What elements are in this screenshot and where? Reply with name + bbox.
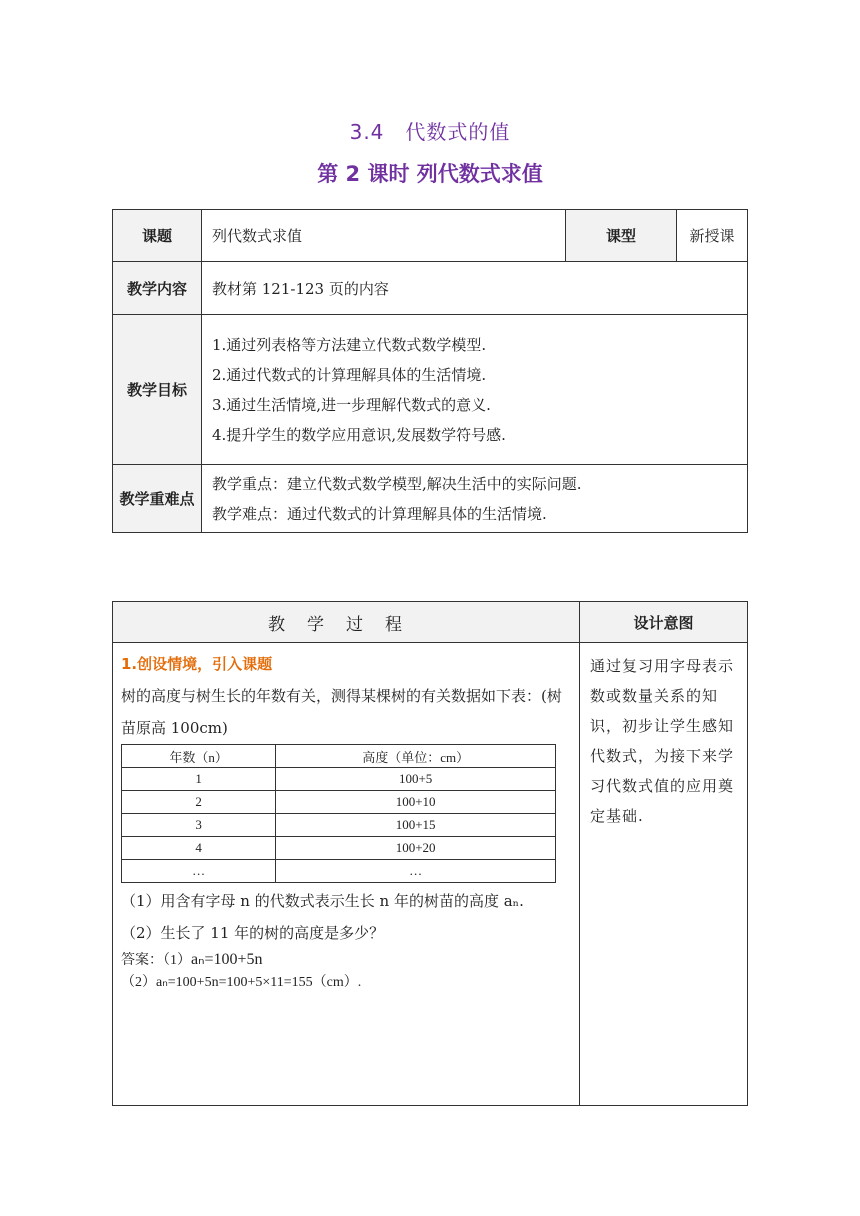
key-point: 教学重点：建立代数式数学模型,解决生活中的实际问题.: [212, 474, 582, 493]
table-row: [122, 814, 556, 837]
difficult-point: 教学难点：通过代数式的计算理解具体的生活情境.: [212, 504, 547, 523]
tree-height-table: [121, 744, 556, 883]
goals-label: 教学目标: [113, 315, 202, 465]
lesson-info-table: [112, 209, 748, 533]
answer-formula: aₙ=100+5n: [191, 951, 263, 968]
table-cell: 4: [122, 837, 276, 860]
section-title: 1.创设情境，引入课题: [121, 655, 273, 673]
table-row: [122, 860, 556, 883]
topic-row: [113, 210, 748, 262]
column-header: 高度（单位：cm）: [276, 745, 556, 768]
goal-item: 1.通过列表格等方法建立代数式数学模型.: [212, 335, 487, 354]
topic-label: 课题: [113, 210, 202, 262]
table-cell: 100+20: [276, 837, 556, 860]
goals-list: [202, 315, 748, 465]
key-points-list: [202, 465, 748, 533]
answer-1: [121, 949, 571, 972]
lesson-title: 3.4 代数式的值: [349, 120, 511, 144]
table-row: [122, 837, 556, 860]
type-value: 新授课: [677, 210, 748, 262]
question-2: （2）生长了 11 年的树的高度是多少？: [121, 924, 385, 942]
key-points-row: [113, 465, 748, 533]
intro-text: 树的高度与树生长的年数有关，测得某棵树的有关数据如下表：(树苗原高 100cm): [121, 687, 562, 737]
table-row: [122, 791, 556, 814]
answer-prefix: 答案：（1）: [121, 953, 191, 968]
table-header-row: [122, 745, 556, 768]
design-intent-header: 设计意图: [580, 602, 748, 643]
table-cell: 1: [122, 768, 276, 791]
goal-item: 4.提升学生的数学应用意识,发展数学符号感.: [212, 425, 506, 444]
key-points-label: 教学重难点: [113, 465, 202, 533]
process-table: [112, 601, 748, 1106]
goals-row: [113, 315, 748, 465]
question-1: （1）用含有字母 n 的代数式表示生长 n 年的树苗的高度 aₙ.: [121, 892, 524, 910]
table-cell: 100+10: [276, 791, 556, 814]
lesson-subtitle: 第 2 课时 列代数式求值: [317, 162, 543, 186]
table-cell: 2: [122, 791, 276, 814]
table-cell: …: [122, 860, 276, 883]
column-header: 年数（n）: [122, 745, 276, 768]
table-cell: 3: [122, 814, 276, 837]
process-header: 教学过程: [113, 602, 580, 643]
content-label: 教学内容: [113, 262, 202, 315]
design-intent-text: 通过复习用字母表示数或数量关系的知识，初步让学生感知代数式，为接下来学习代数式值的应用奠定基础.: [580, 643, 748, 1106]
topic-value: 列代数式求值: [202, 210, 566, 262]
table-cell: …: [276, 860, 556, 883]
type-label: 课型: [566, 210, 677, 262]
answer-2: （2）aₙ=100+5n=100+5×11=155（cm）.: [121, 975, 362, 990]
content-row: [113, 262, 748, 315]
content-value: 教材第 121-123 页的内容: [202, 262, 748, 315]
table-cell: 100+5: [276, 768, 556, 791]
goal-item: 2.通过代数式的计算理解具体的生活情境.: [212, 365, 487, 384]
process-body-row: [113, 643, 748, 1106]
goal-item: 3.通过生活情境,进一步理解代数式的意义.: [212, 395, 491, 414]
table-cell: 100+15: [276, 814, 556, 837]
process-content: [113, 643, 580, 1106]
process-header-row: [113, 602, 748, 643]
table-row: [122, 768, 556, 791]
